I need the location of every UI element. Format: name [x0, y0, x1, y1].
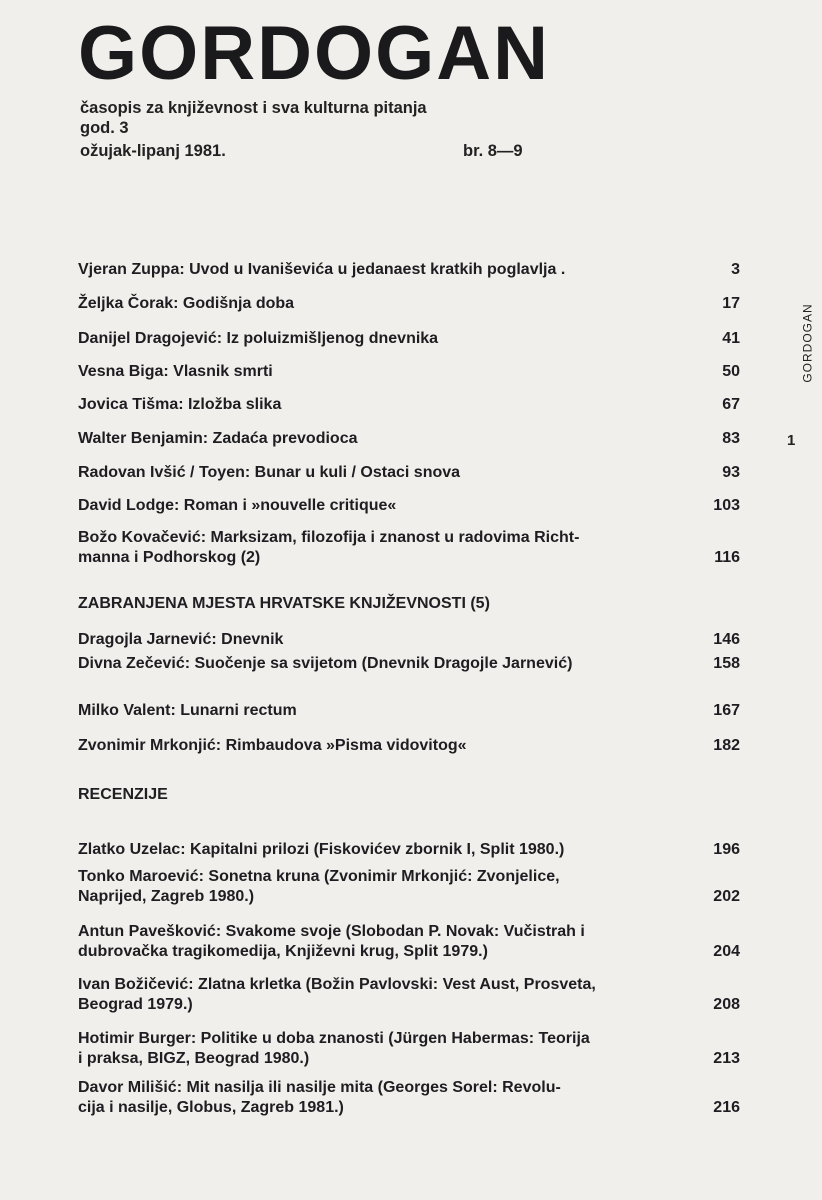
spine-number: 1: [787, 432, 796, 449]
toc-page-number: 3: [731, 261, 740, 278]
toc-entry: [78, 736, 740, 756]
toc-entry-title: Antun Pavešković: Svakome svoje (Slobodan P. Novak: Vučistrah i: [78, 923, 585, 940]
toc-entry: [78, 654, 740, 674]
toc-entry-title: Božo Kovačević: Marksizam, filozofija i znanost u radovima Richt-: [78, 529, 580, 546]
toc-entry: [78, 362, 740, 382]
toc-entry-title: Walter Benjamin: Zadaća prevodioca: [78, 430, 358, 447]
toc-entry: [78, 395, 740, 415]
toc-entry-title: cija i nasilje, Globus, Zagreb 1981.): [78, 1099, 344, 1116]
toc-page-number: 158: [713, 655, 740, 672]
toc-page-number: 83: [722, 430, 740, 447]
toc-entry: [78, 463, 740, 483]
toc-entry: [78, 1029, 740, 1069]
toc-entry-title: Divna Zečević: Suočenje sa svijetom (Dnevnik Dragojle Jarnević): [78, 655, 573, 672]
toc-entry: [78, 496, 740, 516]
toc-entry: [78, 630, 740, 650]
toc-entry: [78, 922, 740, 962]
toc-page-number: 182: [713, 737, 740, 754]
toc-entry: [78, 840, 740, 860]
toc-entry-title: manna i Podhorskog (2): [78, 549, 261, 566]
toc-page-number: 93: [722, 464, 740, 481]
toc-page-number: 116: [714, 549, 740, 566]
issue-label: br. 8—9: [463, 142, 523, 160]
magazine-subtitle: časopis za književnost i sva kulturna pitanja: [80, 99, 427, 117]
toc-page-number: 146: [713, 631, 740, 648]
toc-entry-title: Jovica Tišma: Izložba slika: [78, 396, 282, 413]
toc-page-number: 204: [713, 943, 740, 960]
toc-entry-title: Dragojla Jarnević: Dnevnik: [78, 631, 284, 648]
toc-entry-title: Zlatko Uzelac: Kapitalni prilozi (Fiskovićev zbornik I, Split 1980.): [78, 841, 565, 858]
toc-entry-title: Zvonimir Mrkonjić: Rimbaudova »Pisma vidovitog«: [78, 737, 467, 754]
toc-entry: [78, 294, 740, 314]
toc-page-number: 41: [722, 330, 740, 347]
spine-label: GORDOGAN: [800, 303, 815, 383]
toc-entry-title: Radovan Ivšić / Toyen: Bunar u kuli / Ostaci snova: [78, 464, 461, 481]
toc-entry: [78, 329, 740, 349]
toc-entry: [78, 429, 740, 449]
toc-page-number: 202: [713, 888, 740, 905]
date-label: ožujak-lipanj 1981.: [80, 142, 226, 160]
toc-page-number: 50: [722, 363, 740, 380]
toc-entry: [78, 1078, 740, 1118]
toc-entry-title: dubrovačka tragikomedija, Književni krug, Split 1979.): [78, 943, 488, 960]
toc-entry-title: Naprijed, Zagreb 1980.): [78, 888, 255, 905]
section-heading: ZABRANJENA MJESTA HRVATSKE KNJIŽEVNOSTI (5): [78, 595, 490, 612]
toc-page-number: 167: [713, 702, 740, 719]
toc-page-number: 213: [713, 1050, 740, 1067]
toc-page-number: 208: [713, 996, 740, 1013]
toc-page-number: 216: [713, 1099, 740, 1116]
toc-entry: [78, 867, 740, 907]
toc-entry-title: i praksa, BIGZ, Beograd 1980.): [78, 1050, 310, 1067]
toc-page-number: 67: [722, 396, 740, 413]
toc-entry-title: Tonko Maroević: Sonetna kruna (Zvonimir Mrkonjić: Zvonjelice,: [78, 868, 560, 885]
toc-entry-title: Ivan Božičević: Zlatna krletka (Božin Pavlovski: Vest Aust, Prosveta,: [78, 976, 596, 993]
toc-entry: [78, 701, 740, 721]
toc-page-number: 196: [713, 841, 740, 858]
toc-page-number: 103: [713, 497, 740, 514]
section-heading: RECENZIJE: [78, 786, 168, 803]
toc-page-number: 17: [722, 295, 740, 312]
toc-entry-title: Davor Milišić: Mit nasilja ili nasilje mita (Georges Sorel: Revolu-: [78, 1079, 561, 1096]
toc-entry: [78, 260, 740, 280]
toc-entry: [78, 528, 740, 568]
toc-entry-title: Milko Valent: Lunarni rectum: [78, 702, 297, 719]
toc-entry-title: Vjeran Zuppa: Uvod u Ivaniševića u jedanaest kratkih poglavlja .: [78, 261, 566, 278]
toc-entry-title: David Lodge: Roman i »nouvelle critique«: [78, 497, 397, 514]
toc-entry-title: Vesna Biga: Vlasnik smrti: [78, 363, 273, 380]
toc-entry-title: Željka Čorak: Godišnja doba: [78, 295, 295, 312]
toc-entry-title: Beograd 1979.): [78, 996, 193, 1013]
volume-label: god. 3: [80, 119, 129, 137]
magazine-title: GORDOGAN: [78, 11, 550, 96]
toc-entry-title: Hotimir Burger: Politike u doba znanosti (Jürgen Habermas: Teorija: [78, 1030, 590, 1047]
toc-entry-title: Danijel Dragojević: Iz poluizmišljenog dnevnika: [78, 330, 439, 347]
toc-entry: [78, 975, 740, 1015]
